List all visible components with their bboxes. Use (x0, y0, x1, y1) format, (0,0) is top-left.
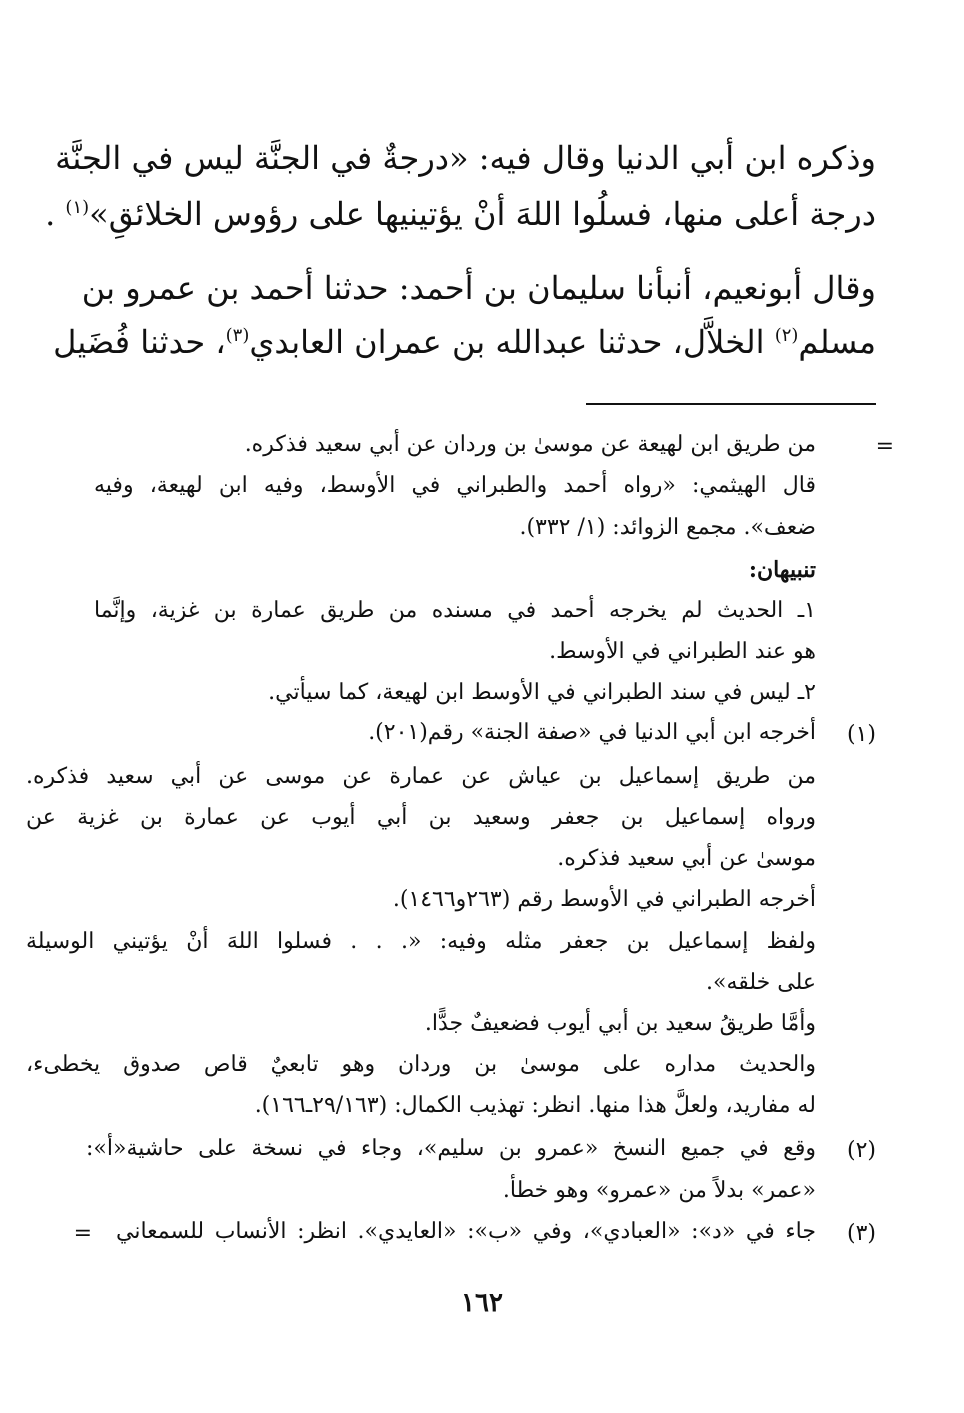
footnote-line: «عمر» بدلاً من «عمرو» وهو خطأ. (502, 1178, 816, 1203)
continuation-marker: = (73, 1221, 92, 1246)
footnote-number: (٣) (846, 1221, 876, 1246)
footnote-line: هو عند الطبراني في الأوسط. (549, 639, 816, 664)
footnote-line: والحديث مداره على موسىٰ بن وردان وهو تابعيٌ قاص صدوق يخطىء، (26, 1052, 816, 1077)
footnote-line: ضعف». مجمع الزوائد: (١/ ٣٣٢). (519, 515, 816, 540)
footnote-line: على خلقه». (706, 970, 816, 995)
footnote-heading: تنبيهان: (748, 557, 816, 583)
main-text-segment: درجة أعلى منها، فسلُوا اللهَ أنْ يؤتينيها على رؤوس الخلائقِ» (89, 195, 876, 233)
footnote-reference: (٢) (774, 325, 799, 346)
continuation-marker: = (875, 434, 894, 459)
footnote-separator (586, 403, 876, 405)
footnote-reference: (٣) (225, 325, 250, 346)
footnote-line: ١ـ الحديث لم يخرجه أحمد في مسنده من طريق عمارة بن غزية، وإنَّما (94, 598, 816, 623)
main-text-line (45, 194, 876, 234)
page-number: ١٦٢ (461, 1288, 503, 1318)
main-text-segment: الخلاَّل، حدثنا عبدالله بن عمران العابدي (249, 323, 775, 361)
main-text-segment: . (45, 195, 66, 233)
footnote-line: من طريق ابن لهيعة عن موسىٰ بن وردان عن أبي سعيد فذكره. (244, 432, 816, 457)
footnote-line: وأمَّا طريقُ سعيد بن أبي أيوب فضعيفٌ جدًّا. (424, 1011, 816, 1036)
footnote-reference: (١) (65, 197, 90, 218)
main-text-line (53, 322, 876, 362)
footnote-line: من طريق إسماعيل بن عياش عن عمارة عن موسى عن أبي سعيد فذكره. (26, 764, 816, 789)
main-text-line: وذكره ابن أبي الدنيا وقال فيه: «درجةٌ في الجنَّة ليس في الجنَّة (55, 139, 876, 177)
footnote-line: أخرجه ابن أبي الدنيا في «صفة الجنة» رقم(٢٠١). (368, 720, 816, 745)
footnote-line: جاء في «د»: «العبادي»، وفي «ب»: «العايدي». انظر: الأنساب للسمعاني (116, 1219, 816, 1244)
footnote-line: له مفاريد، ولعلَّ هذا منها. انظر: تهذيب الكمال: (٢٩/١٦٣ـ١٦٦). (254, 1093, 816, 1118)
footnote-line: ولفظ إسماعيل بن جعفر مثله وفيه: «. . . فسلوا اللهَ أنْ يؤتيني الوسيلة (26, 929, 816, 954)
main-text-line: وقال أبونعيم، أنبأنا سليمان بن أحمد: حدثنا أحمد بن عمرو بن (81, 269, 876, 307)
footnote-line: ٢ـ ليس في سند الطبراني في الأوسط ابن لهيعة، كما سيأتي. (268, 680, 816, 705)
footnote-number: (٢) (846, 1138, 876, 1163)
main-text-segment: ، حدثنا فُضَيل (53, 323, 226, 361)
footnote-line: ورواه إسماعيل بن جعفر وسعيد بن أبي أيوب عن عمارة بن غزية عن (26, 805, 816, 830)
footnote-number: (١) (846, 722, 876, 747)
main-text-segment: مسلم (798, 323, 876, 361)
footnote-line: موسىٰ عن أبي سعيد فذكره. (557, 846, 816, 871)
footnote-line: أخرجه الطبراني في الأوسط رقم (٢٦٣و١٤٦٦). (392, 887, 816, 912)
footnote-line: قال الهيثمي: «رواه أحمد والطبراني في الأوسط، وفيه ابن لهيعة، وفيه (94, 473, 816, 498)
footnote-line: وقع في جميع النسخ «عمرو بن سليم»، وجاء في نسخة على حاشية«أ»: (86, 1136, 816, 1161)
